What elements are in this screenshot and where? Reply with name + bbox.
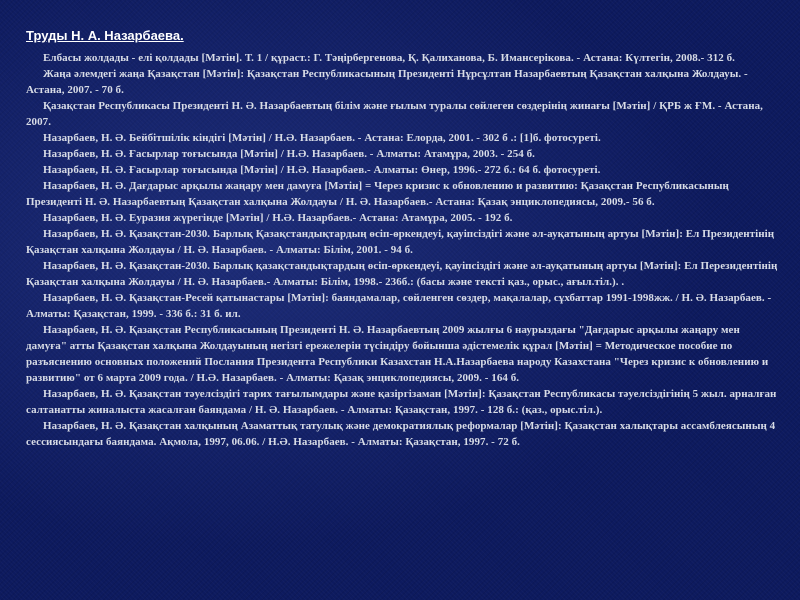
bibliography-entry: Жаңа әлемдегі жаңа Қазақстан [Мәтін]: Қазақстан Республикасының Президенті Нұрсұлтан Назарбаевтың Қазақстан халқына Жолдауы. - Астана, 2007. - 70 б. [26, 68, 748, 96]
bibliography-entry: Назарбаев, Н. Ә. Қазақстан-2030. Барлық Қазақстандықтардың өсіп-өркендеуі, қауіпсіздігі және әл-ауқатының артуы [Мәтін]: Ел Президентінің Қазақстан халқына Жолдауы / Н. Ә. Назарбаев. - Алматы: Білім, 2001. - 94 б. [26, 228, 775, 256]
bibliography-entry: Назарбаев, Н. Ә. Ғасырлар тоғысында [Мәтін] / Н.Ә. Назарбаев.- Алматы: Өнер, 1996.- 272 б.: 64 б. фотосуреті. [43, 164, 601, 176]
bibliography-entry: Назарбаев, Н. Ә. Ғасырлар тоғысында [Мәтін] / Н.Ә. Назарбаев. - Алматы: Атамұра, 2003. - 254 б. [43, 148, 535, 160]
bibliography-entry: Қазақстан Республикасы Президенті Н. Ә. Назарбаевтың білім және ғылым туралы сөйлеген сөздерінің жинағы [Мәтін] / ҚРБ ж ҒМ. - Астана, 2007. [26, 100, 763, 128]
bibliography-entry: Назарбаев, Н. Ә. Қазақстан тәуелсіздігі тарих тағылымдары және қазіргізаман [Мәтін]: Қазақстан Республикасы тәуелсіздігінің 5 жыл. арналған салтанатты жиналыста жасалған баяндама / Н. Ә. Назарбаев. - Алматы: Қазақстан, 1997. - 128 б.: (қаз., орыс.тіл.). [26, 388, 777, 416]
bibliography-entry: Назарбаев, Н. Ә. Қазақстан-2030. Барлық қазақстандықтардың өсіп-өркендеуі, қауіпсіздігі және әл-ауқатының артуы [Мәтін]: Ел Перезидентінің Қазақстан халқына Жолдауы / Н. Ә. Назарбаев.- Алматы: Білім, 1998.- 236б.: (басы және тексті қаз., орыс., ағыл.тіл.). . [26, 260, 778, 288]
bibliography-entry: Назарбаев, Н. Ә. Қазақстан халқының Азаматтық татулық және демократиялық реформалар [Мәтін]: Қазақстан халықтары ассамблеясының 4 сессиясындағы баяндама. Ақмола, 1997, 06.06. / Н.Ә. Назарбаев. - Алматы: Қазақстан, 1997. - 72 б. [26, 420, 776, 448]
bibliography-entry: Назарбаев, Н. Ә. Дағдарыс арқылы жаңару мен дамуға [Мәтін] = Через кризис к обновлению и развитию: Қазақстан Республикасының Президенті Н. Ә. Назарбаевтың Қазақстан халқына Жолдауы / Н. Ә. Назарбаев.- Астана: Қазақ энциклопедиясы, 2009.- 56 б. [26, 180, 729, 208]
bibliography-entry: Назарбаев, Н. Ә. Еуразия жүрегінде [Мәтін] / Н.Ә. Назарбаев.- Астана: Атамұра, 2005. - 192 б. [43, 212, 513, 224]
bibliography-entry: Назарбаев, Н. Ә. Қазақстан Республикасының Президенті Н. Ә. Назарбаевтың 2009 жылғы 6 наурыздағы "Дағдарыс арқылы жаңару мен дамуға" атты Қазақстан халқына Жолдауының негізгі ережелерін түсіндіру бойынша әдістемелік құрал [Мәтін] = Методическое пособие по разъяснению основных положений Послания Президента Республики Казахстан Н.А.Назарбаева народу Казахстана "Через кризис к обновлению и развитию" от 6 марта 2009 года. / Н.Ә. Назарбаев. - Алматы: Қазақ энциклопедиясы, 2009. - 164 б. [26, 324, 769, 384]
bibliography-entry: Елбасы жолдады - елі қолдады [Мәтін]. Т. 1 / құраст.: Г. Тәңірбергенова, Қ. Қалиханова, Б. Имансерікова. - Астана: Күлтегін, 2008.- 312 б. [43, 52, 735, 64]
bibliography-entry: Назарбаев, Н. Ә. Бейбітшілік кіндігі [Мәтін] / Н.Ә. Назарбаев. - Астана: Елорда, 2001. - 302 б .: [1]б. фотосуреті. [43, 132, 601, 144]
slide-title: Труды Н. А. Назарбаева. [26, 28, 184, 43]
bibliography-entry: Назарбаев, Н. Ә. Қазақстан-Ресей қатынастары [Мәтін]: баяндамалар, сөйленген сөздер, мақалалар, сұхбаттар 1991-1998жж. / Н. Ә. Назарбаев. - Алматы: Қазақстан, 1999. - 336 б.: 31 б. ил. [26, 292, 772, 320]
bibliography-list [26, 50, 778, 450]
